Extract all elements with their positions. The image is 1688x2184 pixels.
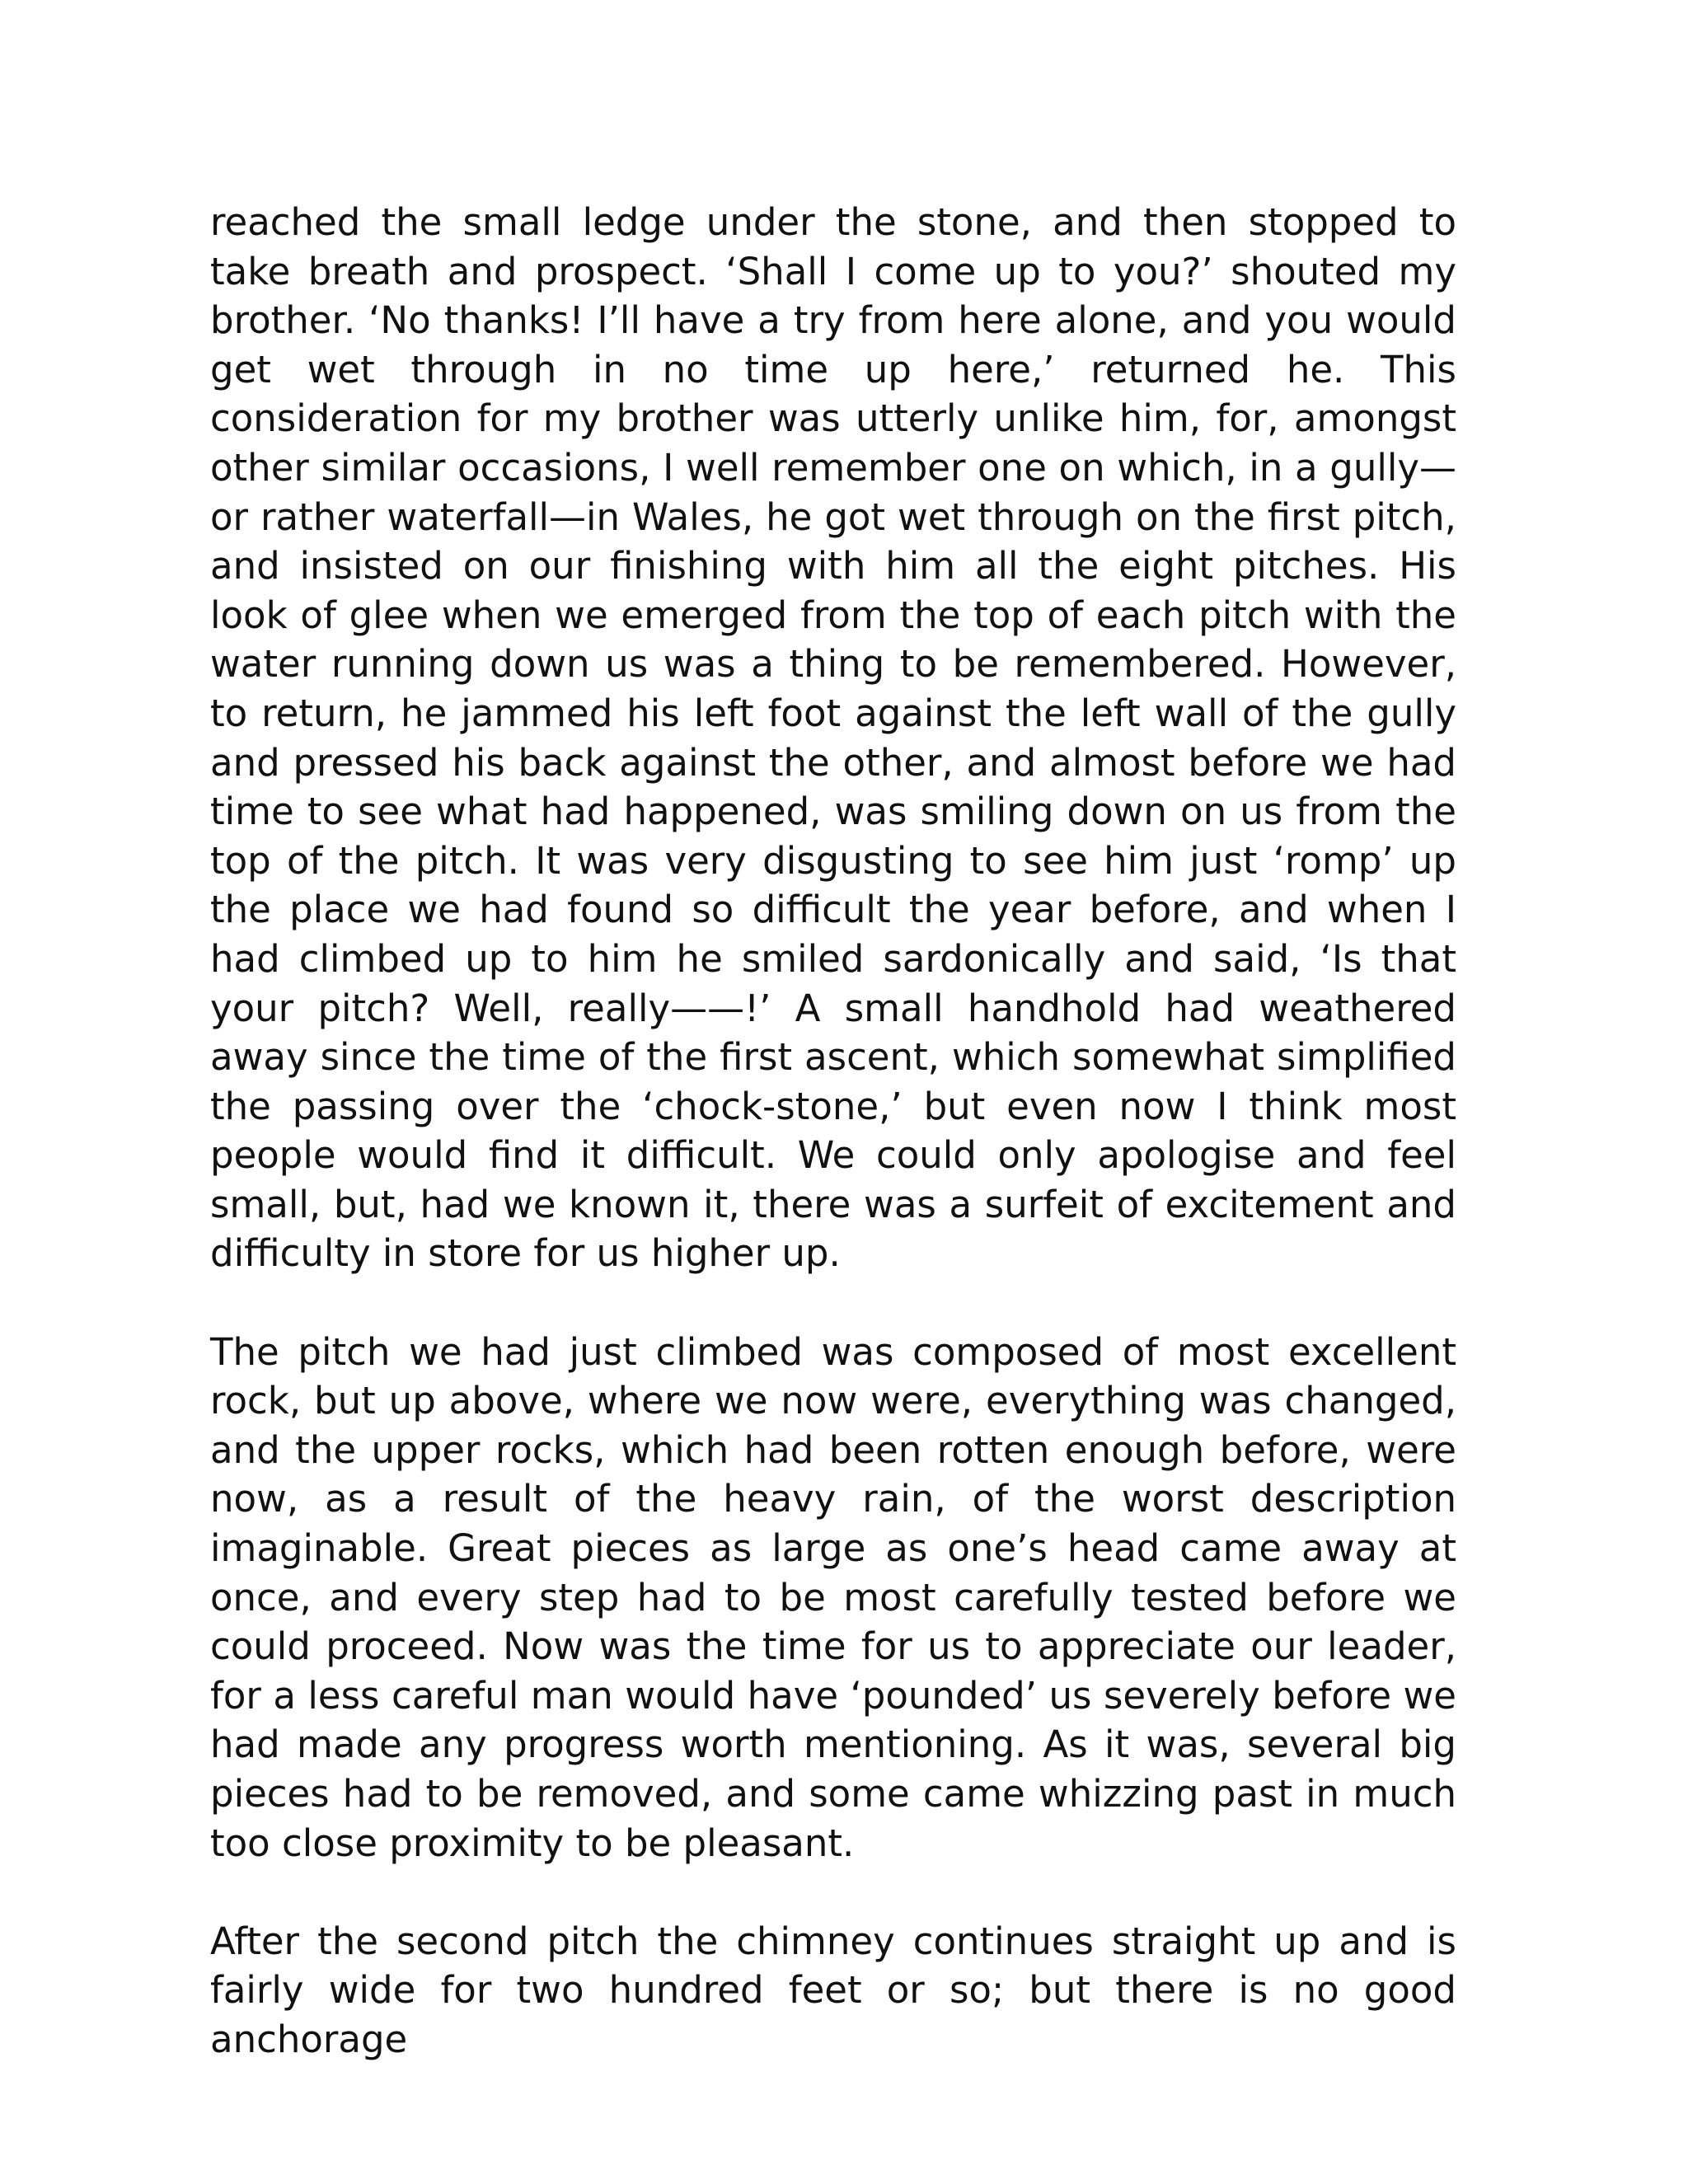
page-body xyxy=(210,198,1456,2113)
paragraph-3: After the second pitch the chimney continues straight up and is fairly wide for two hundred feet or so; but there is no good anchorage xyxy=(210,1919,1456,2061)
paragraph-1: reached the small ledge under the stone, and then stopped to take breath and prospect. ‘Shall I come up to you?’ shouted my brother. ‘No thanks! I’ll have a try from here alone, and you would get wet through in no time up here,’ returned he. This consideration for my brother was utterly unlike him, for, amongst other similar occasions, I well remember one on which, in a gully—or rather waterfall—in Wales, he got wet through on the first pitch, and insisted on our finishing with him all the eight pitches. His look of glee when we emerged from the top of each pitch with the water running down us was a thing to be remembered. However, to return, he jammed his left foot against the left wall of the gully and pressed his back against the other, and almost before we had time to see what had happened, was smiling down on us from the top of the pitch. It was very disgusting to see him just ‘romp’ up the place we had found so difficult the year before, and when I had climbed up to him he smiled sardonically and said, ‘Is that your pitch? Well, really——!’ A small handhold had weathered away since the time of the first ascent, which somewhat simplified the passing over the ‘chock-stone,’ but even now I think most people would find it difficult. We could only apologise and feel small, but, had we known it, there was a surfeit of excitement and difficulty in store for us higher up. xyxy=(210,200,1456,1276)
paragraph-2: The pitch we had just climbed was composed of most excellent rock, but up above, where we now were, everything was changed, and the upper rocks, which had been rotten enough before, were now, as a result of the heavy rain, of the worst description imaginable. Great pieces as large as one’s head came away at once, and every step had to be most carefully tested before we could proceed. Now was the time for us to appreciate our leader, for a less careful man would have ‘pounded’ us severely before we had made any progress worth mentioning. As it was, several big pieces had to be removed, and some came whizzing past in much too close proximity to be pleasant. xyxy=(210,1329,1456,1865)
